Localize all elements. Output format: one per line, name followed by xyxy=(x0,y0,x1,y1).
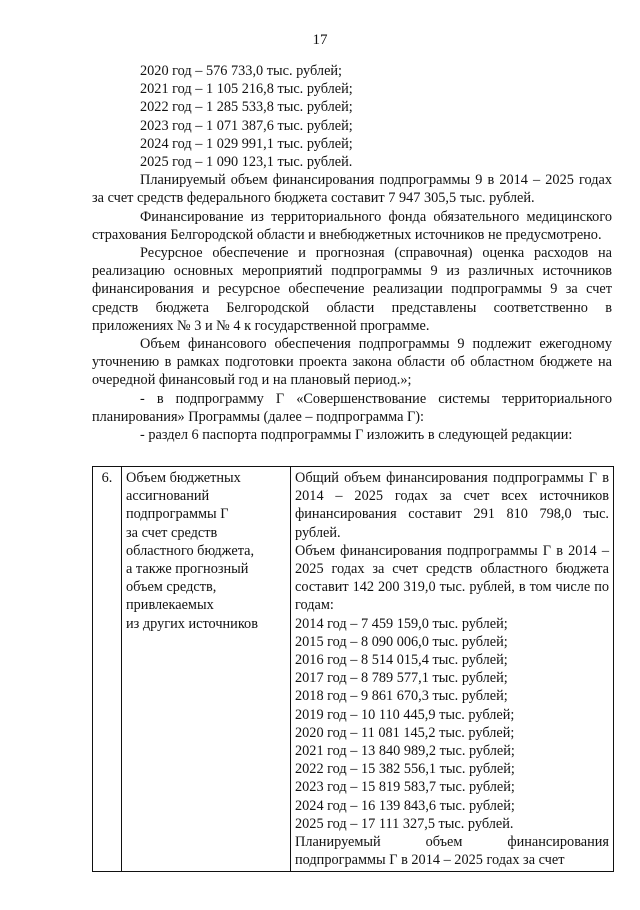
paragraph-subprogram-g: - в подпрограмму Г «Совершенствование системы территориального планирования» Программы (далее – подпрограмма Г): xyxy=(92,390,612,425)
year-line: 2025 год – 1 090 123,1 тыс. рублей. xyxy=(140,154,353,171)
table-row xyxy=(93,467,614,872)
paragraph-annual-update: Объем финансового обеспечения подпрограммы 9 подлежит ежегодному уточнению в рамках подготовки проекта закона области об областном бюджете на очередной финансовый год и на плановый период.»; xyxy=(92,336,612,389)
year-line: 2018 год – 9 861 670,3 тыс. рублей; xyxy=(295,688,508,705)
row-label xyxy=(122,467,291,872)
label-line: объем средств, xyxy=(126,579,217,596)
row-content xyxy=(291,467,614,872)
year-line: 2020 год – 11 081 145,2 тыс. рублей; xyxy=(295,724,515,741)
year-line: 2024 год – 1 029 991,1 тыс. рублей; xyxy=(140,135,353,152)
year-line: 2021 год – 13 840 989,2 тыс. рублей; xyxy=(295,743,515,760)
page-number: 17 xyxy=(312,32,328,48)
year-line: 2024 год – 16 139 843,6 тыс. рублей; xyxy=(295,797,515,814)
year-line: 2014 год – 7 459 159,0 тыс. рублей; xyxy=(295,615,508,632)
label-line: а также прогнозный xyxy=(126,561,249,578)
total-funding-text: Общий объем финансирования подпрограммы Г в 2014 – 2025 годах за счет всех источников финансирования составит 291 810 798,0 тыс. рублей. xyxy=(295,470,609,541)
label-line: из других источников xyxy=(126,615,258,632)
regional-funding-text: Объем финансирования подпрограммы Г в 2014 – 2025 годах за счет средств областного бюджета составит 142 200 319,0 тыс. рублей, в том числе по годам: xyxy=(295,542,609,614)
year-line: 2022 год – 15 382 556,1 тыс. рублей; xyxy=(295,761,515,778)
year-line: 2023 год – 1 071 387,6 тыс. рублей; xyxy=(140,117,353,134)
year-line: 2015 год – 8 090 006,0 тыс. рублей; xyxy=(295,633,508,650)
year-line: 2021 год – 1 105 216,8 тыс. рублей; xyxy=(140,81,353,98)
paragraph-section-6: - раздел 6 паспорта подпрограммы Г изложить в следующей редакции: xyxy=(140,427,573,444)
label-line: подпрограммы Г xyxy=(126,506,229,523)
passport-table xyxy=(92,466,614,872)
label-line: Объем бюджетных xyxy=(126,470,241,486)
row-number: 6. xyxy=(93,467,122,872)
label-line: за счет средств xyxy=(126,524,218,541)
paragraph-federal-budget: Планируемый объем финансирования подпрограммы 9 в 2014 – 2025 годах за счет средств федерального бюджета составит 7 947 305,5 тыс. рублей. xyxy=(92,172,612,207)
label-line: ассигнований xyxy=(126,488,210,505)
year-line: 2017 год – 8 789 577,1 тыс. рублей; xyxy=(295,670,508,687)
paragraph-resource-support: Ресурсное обеспечение и прогнозная (справочная) оценка расходов на реализацию основных мероприятий подпрограммы 9 из различных источников финансирования и ресурсное обеспечение реализации подпрограммы 9 за счет средств бюджета Белгородской области представлены соответственно в приложениях № 3 и № 4 к государственной программе. xyxy=(92,245,612,334)
year-line: 2022 год – 1 285 533,8 тыс. рублей; xyxy=(140,99,353,116)
planned-funding-text: Планируемый объем финансирования подпрограммы Г в 2014 – 2025 годах за счет xyxy=(295,834,609,869)
year-line: 2020 год – 576 733,0 тыс. рублей; xyxy=(140,63,343,79)
year-line: 2023 год – 15 819 583,7 тыс. рублей; xyxy=(295,779,515,796)
label-line: привлекаемых xyxy=(126,597,214,614)
year-line: 2016 год – 8 514 015,4 тыс. рублей; xyxy=(295,652,508,669)
document-body xyxy=(92,62,612,444)
top-year-list xyxy=(92,62,612,171)
year-line: 2025 год – 17 111 327,5 тыс. рублей. xyxy=(295,815,514,832)
label-line: областного бюджета, xyxy=(126,542,255,559)
year-line: 2019 год – 10 110 445,9 тыс. рублей; xyxy=(295,706,515,723)
paragraph-other-sources: Финансирование из территориального фонда обязательного медицинского страхования Белгородской области и внебюджетных источников не предусмотрено. xyxy=(92,208,612,243)
